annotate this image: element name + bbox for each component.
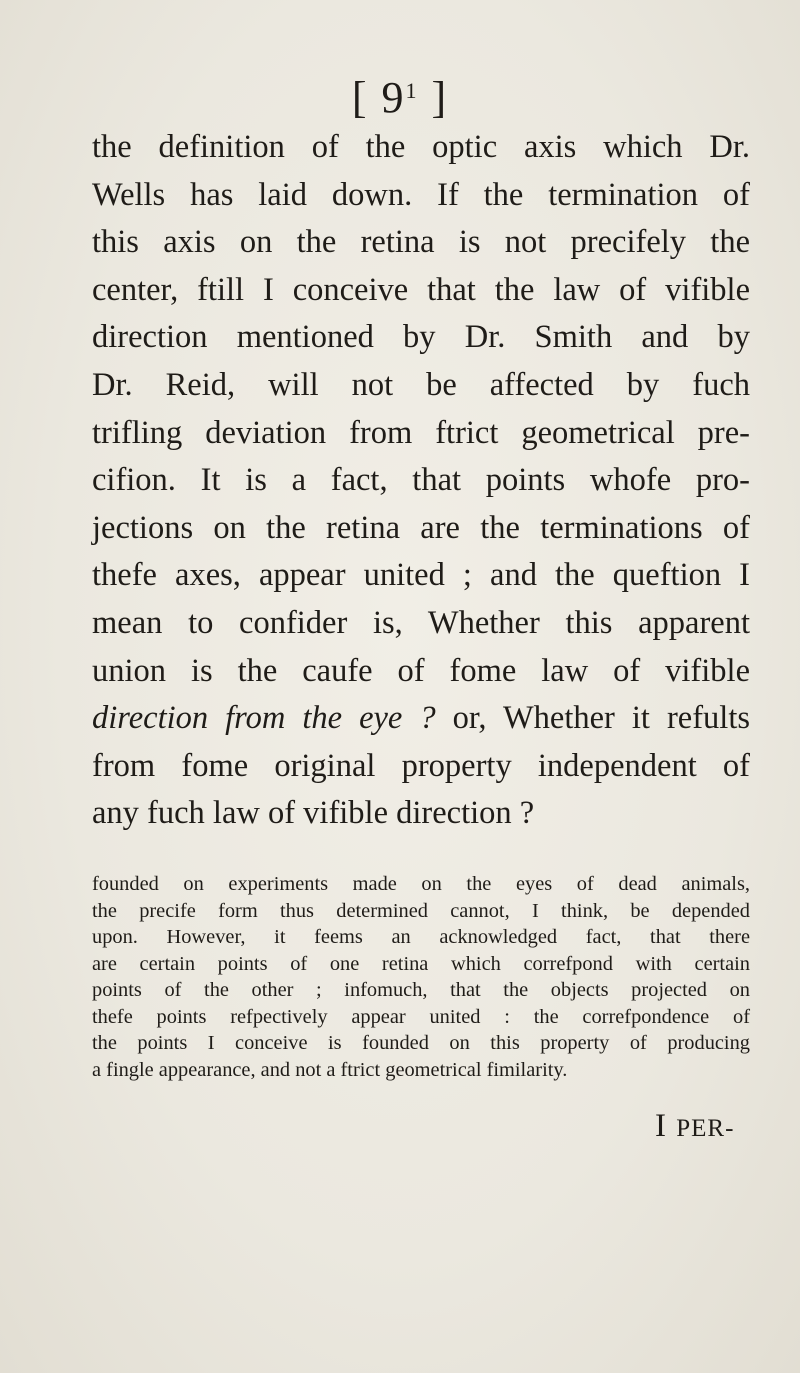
page-number-digit: 9 xyxy=(381,73,406,122)
text-line xyxy=(92,695,750,743)
footnote-line: upon. However, it feems an acknowledged fact, that there xyxy=(92,926,750,948)
catchword xyxy=(655,1108,734,1145)
page-header xyxy=(0,72,800,123)
bracket-close: ] xyxy=(418,73,449,122)
text-line: any fuch law of vifible direction ? xyxy=(92,795,535,832)
footnote-line: a fingle appearance, and not a ftrict geometrical fimilarity. xyxy=(92,1058,568,1081)
text-line: jections on the retina are the terminations of xyxy=(92,509,750,546)
catchword-initial: I xyxy=(655,1108,677,1144)
text-line: center, ftill I conceive that the law of vifible xyxy=(92,271,750,308)
footnote-line: are certain points of one retina which correfpond with certain xyxy=(92,952,750,975)
text-line: Dr. Reid, will not be affected by fuch xyxy=(92,366,750,403)
catchword-rest: PER- xyxy=(676,1115,735,1142)
italic-phrase: direction from the eye ? xyxy=(92,700,436,737)
footnote-line: points of the other ; infomuch, that the objects projected on xyxy=(92,979,750,1001)
footnote-line: founded on experiments made on the eyes of dead animals, xyxy=(92,873,750,895)
page-number-superscript: 1 xyxy=(405,78,419,103)
text-line: from fome original property independent of xyxy=(92,747,750,784)
text-line: thefe axes, appear united ; and the queftion I xyxy=(92,557,750,594)
footnote-line: thefe points refpectively appear united : the correfpondence of xyxy=(92,1005,750,1028)
text-line: the definition of the optic axis which Dr. xyxy=(92,129,750,165)
text-line: direction mentioned by Dr. Smith and by xyxy=(92,319,750,356)
main-text xyxy=(92,124,750,838)
roman-phrase: or, Whether it refults xyxy=(435,700,750,737)
text-line: mean to confider is, Whether this apparent xyxy=(92,604,750,641)
footnote-line: the points I conceive is founded on this property of producing xyxy=(92,1032,750,1054)
text-line: this axis on the retina is not precifely the xyxy=(92,224,750,261)
page-number xyxy=(382,73,419,122)
footnote xyxy=(92,871,750,1083)
text-line: trifling deviation from ftrict geometrical pre- xyxy=(92,414,750,451)
footnote-line: the precife form thus determined cannot, I think, be depended xyxy=(92,899,750,922)
bracket-open: [ xyxy=(351,73,382,122)
text-line: Wells has laid down. If the termination of xyxy=(92,176,750,213)
text-line: cifion. It is a fact, that points whofe pro- xyxy=(92,462,750,499)
text-line: union is the caufe of fome law of vifible xyxy=(92,652,750,689)
